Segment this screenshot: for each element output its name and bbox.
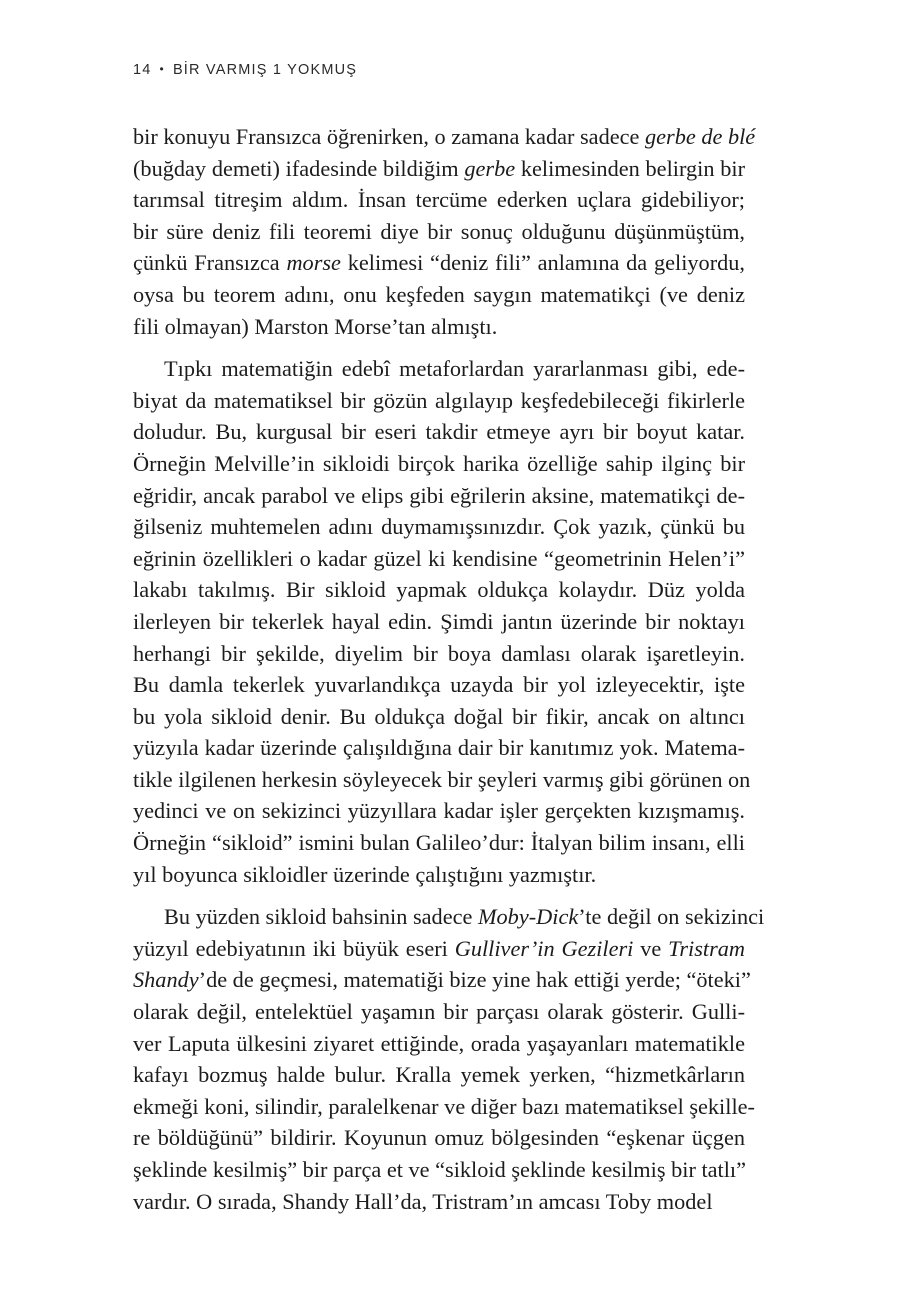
text-run: re böldüğünü” bildirir. Koyunun omuz bölgesinden “eşkenar üçgen: [133, 1125, 745, 1151]
text-run: bir konuyu Fransızca öğrenirken, o zamana kadar sadece: [133, 124, 645, 149]
text-line: [133, 827, 745, 859]
text-line: [133, 574, 745, 606]
text-run: bir süre deniz fili teoremi diye bir sonuç olduğunu düşünmüştüm,: [133, 218, 745, 244]
text-run: oysa bu teorem adını, onu keşfeden saygın matematikçi (ve deniz: [133, 281, 745, 307]
text-line: [133, 1091, 755, 1123]
text-line: [133, 1028, 745, 1060]
text-line: [133, 353, 745, 385]
text-line: [133, 964, 751, 996]
page-number: 14: [133, 62, 152, 78]
text-line: [133, 448, 745, 480]
text-run: bu yola sikloid denir. Bu oldukça doğal bir fikir, ancak on altıncı: [133, 703, 745, 729]
text-run: ve: [633, 935, 669, 961]
text-run: eğridir, ancak parabol ve elips gibi eğrilerin aksine, matematikçi de-: [133, 482, 745, 508]
text-line: [133, 480, 745, 512]
italic-text: Shandy: [133, 967, 199, 993]
paragraph: [133, 121, 756, 342]
text-line: [133, 184, 745, 216]
text-line: [133, 764, 751, 796]
italic-text: gerbe: [464, 155, 516, 181]
text-line: [133, 153, 745, 185]
text-run: ğilseniz muhtemelen adını duymamışsınızdır. Çok yazık, çünkü bu: [133, 514, 745, 540]
body-text: [133, 121, 765, 1217]
text-line: [133, 1154, 745, 1186]
text-line: [133, 606, 745, 638]
text-run: fili olmayan) Marston Morse’tan almıştı.: [133, 313, 498, 339]
paragraph: [133, 901, 765, 1217]
text-run: tikle ilgilenen herkesin söyleyecek bir şeyleri varmış gibi görünen on: [133, 766, 751, 792]
text-line: [133, 121, 756, 153]
italic-text: Moby-Dick: [477, 904, 579, 930]
text-line: [133, 1059, 745, 1091]
text-line: [133, 385, 745, 417]
text-line: [133, 859, 745, 891]
text-run: kelimesi “deniz fili” anlamına da geliyordu,: [340, 250, 745, 276]
text-run: eğrinin özellikleri o kadar güzel ki kendisine “geometrinin Helen’i”: [133, 545, 745, 571]
text-run: ver Laputa ülkesini ziyaret ettiğinde, orada yaşayanları matematikle: [133, 1030, 745, 1056]
italic-text: morse: [286, 250, 341, 276]
text-line: [133, 1186, 745, 1218]
text-line: [133, 311, 745, 343]
text-run: yıl boyunca sikloidler üzerinde çalıştığını yazmıştır.: [133, 861, 597, 887]
text-line: [133, 669, 745, 701]
text-run: olarak değil, entelektüel yaşamın bir parçası olarak gösterir. Gulli-: [133, 999, 745, 1025]
paragraph: [133, 353, 751, 890]
text-run: tarımsal titreşim aldım. İnsan tercüme ederken uçlara gidebiliyor;: [133, 187, 745, 213]
text-line: [133, 279, 745, 311]
text-run: yüzyıl edebiyatının iki büyük eseri: [133, 935, 455, 961]
text-run: şeklinde kesilmiş” bir parça et ve “sikloid şeklinde kesilmiş bir tatlı”: [133, 1157, 747, 1182]
text-run: (buğday demeti) ifadesinde bildiğim: [133, 155, 465, 181]
text-run: doludur. Bu, kurgusal bir eseri takdir etmeye ayrı bir boyut katar.: [133, 419, 745, 445]
separator-dot: •: [159, 62, 165, 76]
text-line: [133, 247, 745, 279]
text-run: Örneğin “sikloid” ismini bulan Galileo’dur: İtalyan bilim insanı, elli: [133, 830, 745, 856]
text-run: lakabı takılmış. Bir sikloid yapmak oldukça kolaydır. Düz yolda: [133, 577, 745, 603]
text-run: yüzyıla kadar üzerinde çalışıldığına dair bir kanıtımız yok. Matema-: [133, 735, 745, 761]
text-run: ’te değil on sekizinci: [578, 904, 765, 930]
text-run: kafayı bozmuş halde bulur. Kralla yemek yerken, “hizmetkârların: [133, 1062, 745, 1088]
text-run: Bu yüzden sikloid bahsinin sadece: [164, 904, 478, 930]
text-run: ilerleyen bir tekerlek hayal edin. Şimdi jantın üzerinde bir noktayı: [133, 608, 745, 634]
text-line: [133, 1122, 745, 1154]
running-head: [133, 62, 357, 78]
text-run: vardır. O sırada, Shandy Hall’da, Tristram’ın amcası Toby model: [133, 1188, 713, 1214]
text-run: Tıpkı matematiğin edebî metaforlardan yararlanması gibi, ede-: [164, 356, 745, 382]
italic-text: Tristram: [668, 935, 745, 961]
book-title: BİR VARMIŞ 1 YOKMUŞ: [172, 62, 358, 78]
text-run: ’de de geçmesi, matematiği bize yine hak ettiği yerde; “öteki”: [198, 967, 751, 993]
italic-text: Gulliver’in Gezileri: [454, 935, 634, 961]
text-line: [133, 216, 745, 248]
text-run: yedinci ve on sekizinci yüzyıllara kadar işler gerçekten kızışmamış.: [133, 798, 745, 824]
text-run: kelimesinden belirgin bir: [515, 155, 745, 181]
text-run: herhangi bir şekilde, diyelim bir boya damlası olarak işaretleyin.: [133, 640, 745, 666]
text-run: biyat da matematiksel bir gözün algılayıp keşfedebileceği fikirlerle: [133, 387, 745, 413]
text-run: Örneğin Melville’in sikloidi birçok harika özelliğe sahip ilginç bir: [133, 450, 745, 476]
text-line: [133, 638, 745, 670]
text-run: Bu damla tekerlek yuvarlandıkça uzayda bir yol izleyecektir, işte: [133, 672, 745, 698]
text-line: [133, 933, 745, 965]
text-line: [133, 996, 745, 1028]
text-line: [133, 543, 745, 575]
text-run: ekmeği koni, silindir, paralelkenar ve diğer bazı matematiksel şekille-: [133, 1093, 755, 1119]
text-line: [133, 701, 745, 733]
text-line: [133, 795, 745, 827]
text-line: [133, 732, 745, 764]
text-run: çünkü Fransızca: [133, 250, 287, 276]
text-line: [133, 416, 745, 448]
text-line: [133, 511, 745, 543]
italic-text: gerbe de blé: [645, 124, 756, 149]
text-line: [133, 901, 765, 933]
